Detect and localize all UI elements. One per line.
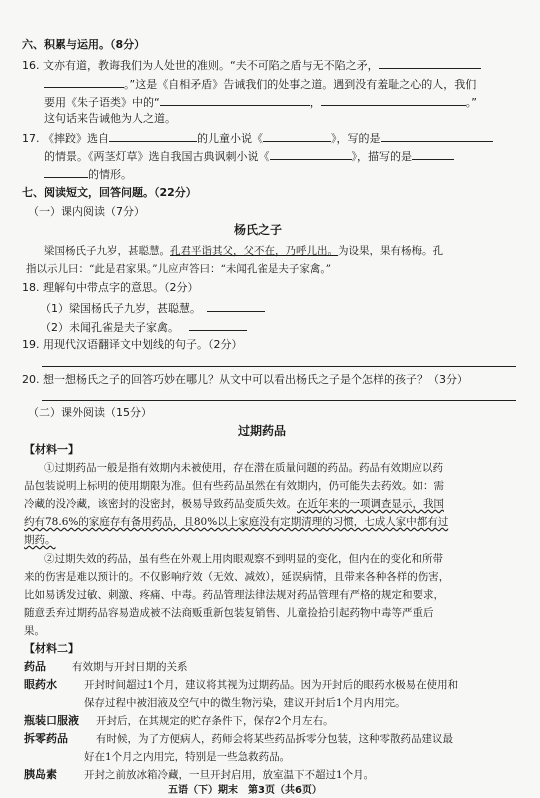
- m2-row-2-line1: 有时候，为了方便病人，药师会将某些药品拆零分包装，这种零散药品建议最: [96, 733, 453, 745]
- m1-p2-line3: 比如易诱发过敏、刺激、疼痛、中毒。药品管理法律法规对药品管理有严格的规定和要求，: [24, 589, 444, 601]
- m2-row-0-term: 眼药水: [24, 678, 57, 691]
- part1-heading: （一）课内阅读（7分）: [28, 205, 145, 218]
- q20-answer-line[interactable]: [42, 400, 516, 401]
- m2-row-0-line2: 保存过程中被泪液及空气中的微生物污染，建议开封后1个月内用完。: [84, 697, 406, 709]
- material2-label: 【材料二】: [24, 642, 79, 655]
- q17-line1: 17. 《摔跤》选自 的儿童小说《 》，写的是: [22, 130, 493, 146]
- q16-line4: 这句话来告诫他为人之道。: [44, 112, 176, 125]
- passage-line1: 梁国杨氏子九岁，甚聪慧。孔君平诣其父，父不在，乃呼儿出。为设果，果有杨梅。孔: [44, 245, 443, 257]
- m1-p1-line2: 品包装说明上标明的使用期限为准。但有些药品虽然在有效期内，仍可能失去药效。如：需: [24, 480, 444, 492]
- m1-p2-line1: ②过期失效的药品，虽有些在外观上用肉眼观察不到明显的变化，但内在的变化和所带: [44, 553, 443, 565]
- underlined-sentence: 孔君平诣其父，父不在，乃呼儿出。: [170, 245, 338, 257]
- q17-blank-1[interactable]: [109, 130, 197, 142]
- q18-text: 18. 理解句中带点字的意思。（2分）: [22, 281, 199, 294]
- q19-answer-line[interactable]: [42, 366, 516, 367]
- m1-p2-line4: 随意丢弃过期药品容易造成被不法商贩重新包装复销售、儿童捡拾引起药物中毒等严重后: [24, 607, 434, 619]
- q16-blank-1[interactable]: [379, 57, 481, 69]
- m2-row-1-term: 瓶装口服液: [24, 714, 79, 727]
- q16-blank-4[interactable]: [321, 94, 466, 106]
- q17-blank-2[interactable]: [263, 130, 331, 142]
- passage-line2: 指以示儿曰：“此是君家果。”儿应声答曰：“未闻孔雀是夫子家禽。”: [26, 263, 331, 275]
- part1-title: 杨氏之子: [234, 223, 283, 237]
- m2-row-2-line2: 好在1个月之内用完，特别是一些急救药品。: [84, 751, 291, 763]
- q17-line2: 的情景。《两茎灯草》选自我国古典讽刺小说《 》，描写的是: [44, 148, 454, 164]
- m2-header: 药品 有效期与开封日期的关系: [24, 660, 188, 673]
- q16-line1: 16. 文亦有道，教诲我们为人处世的准则。“夫不可陷之盾与无不陷之矛，: [22, 57, 481, 73]
- q16-blank-2[interactable]: [44, 76, 124, 88]
- m2-row-0-line1: 开封时间超过1个月，建议将其视为过期药品。因为开封后的眼药水极易在使用和: [84, 679, 459, 691]
- m1-p2-line2: 来的伤害是难以预计的。不仅影响疗效（无效、减效），延误病情，且带来各种各样的伤害，: [24, 571, 450, 583]
- m1-p1-line5: 期药。: [24, 534, 56, 546]
- q16-blank-3[interactable]: [160, 94, 310, 106]
- page-footer: 五语（下）期末 第3页（共6页）: [168, 785, 322, 796]
- section-6-heading: 六、积累与运用。（8分）: [22, 38, 146, 51]
- q20-text: 20. 想一想杨氏之子的回答巧妙在哪儿？从文中可以看出杨氏之子是个怎样的孩子？（3分）: [22, 373, 468, 386]
- q17-blank-3[interactable]: [381, 130, 493, 142]
- m1-p1-line4: 约有78.6%的家庭存有备用药品，且80%以上家庭没有定期清理的习惯，七成人家中都有过: [24, 516, 449, 528]
- m2-row-1-line1: 开封后，在其规定的贮存条件下，保存2个月左右。: [96, 715, 334, 727]
- m2-row-3-line1: 开封之前放冰箱冷藏，一旦开封启用，放室温下不超过1个月。: [84, 769, 375, 781]
- q18-blank-2[interactable]: [189, 319, 247, 331]
- m1-p1-line1: ①过期药品一般是指有效期内未被使用，存在潜在质量问题的药品。药品有效期应以药: [44, 462, 443, 474]
- wavy-underline-1: 在近年来的一项调查显示，我国: [297, 498, 444, 510]
- q18-blank-1[interactable]: [207, 300, 265, 312]
- m2-row-2-term: 拆零药品: [24, 732, 68, 745]
- q17-blank-4[interactable]: [270, 148, 352, 160]
- q16-line2: 。”这是《自相矛盾》告诫我们的处事之道。遇到没有羞耻之心的人，我们: [44, 76, 476, 92]
- m2-row-3-term: 胰岛素: [24, 768, 57, 781]
- q18-sub1: （1）梁国杨氏子九岁，甚聪慧。: [40, 300, 265, 316]
- section-7-heading: 七、阅读短文，回答问题。（22分）: [22, 186, 197, 199]
- m1-p2-line5: 果。: [24, 625, 45, 637]
- q18-sub2: （2）未闻孔雀是夫子家禽。: [40, 319, 247, 335]
- m1-p1-line3: 冷藏的没冷藏，该密封的没密封，极易导致药品变质失效。在近年来的一项调查显示，我国: [24, 498, 444, 510]
- q16-line3: 要用《朱子语类》中的“ ， 。”: [44, 96, 477, 109]
- q17-blank-6[interactable]: [44, 166, 88, 178]
- part2-heading: （二）课外阅读（15分）: [28, 406, 152, 419]
- material1-label: 【材料一】: [24, 443, 79, 456]
- q17-line3: 的情形。: [44, 166, 132, 182]
- q17-blank-5[interactable]: [412, 148, 454, 160]
- q19-text: 19. 用现代汉语翻译文中划线的句子。（2分）: [22, 338, 243, 351]
- part2-title: 过期药品: [238, 424, 287, 438]
